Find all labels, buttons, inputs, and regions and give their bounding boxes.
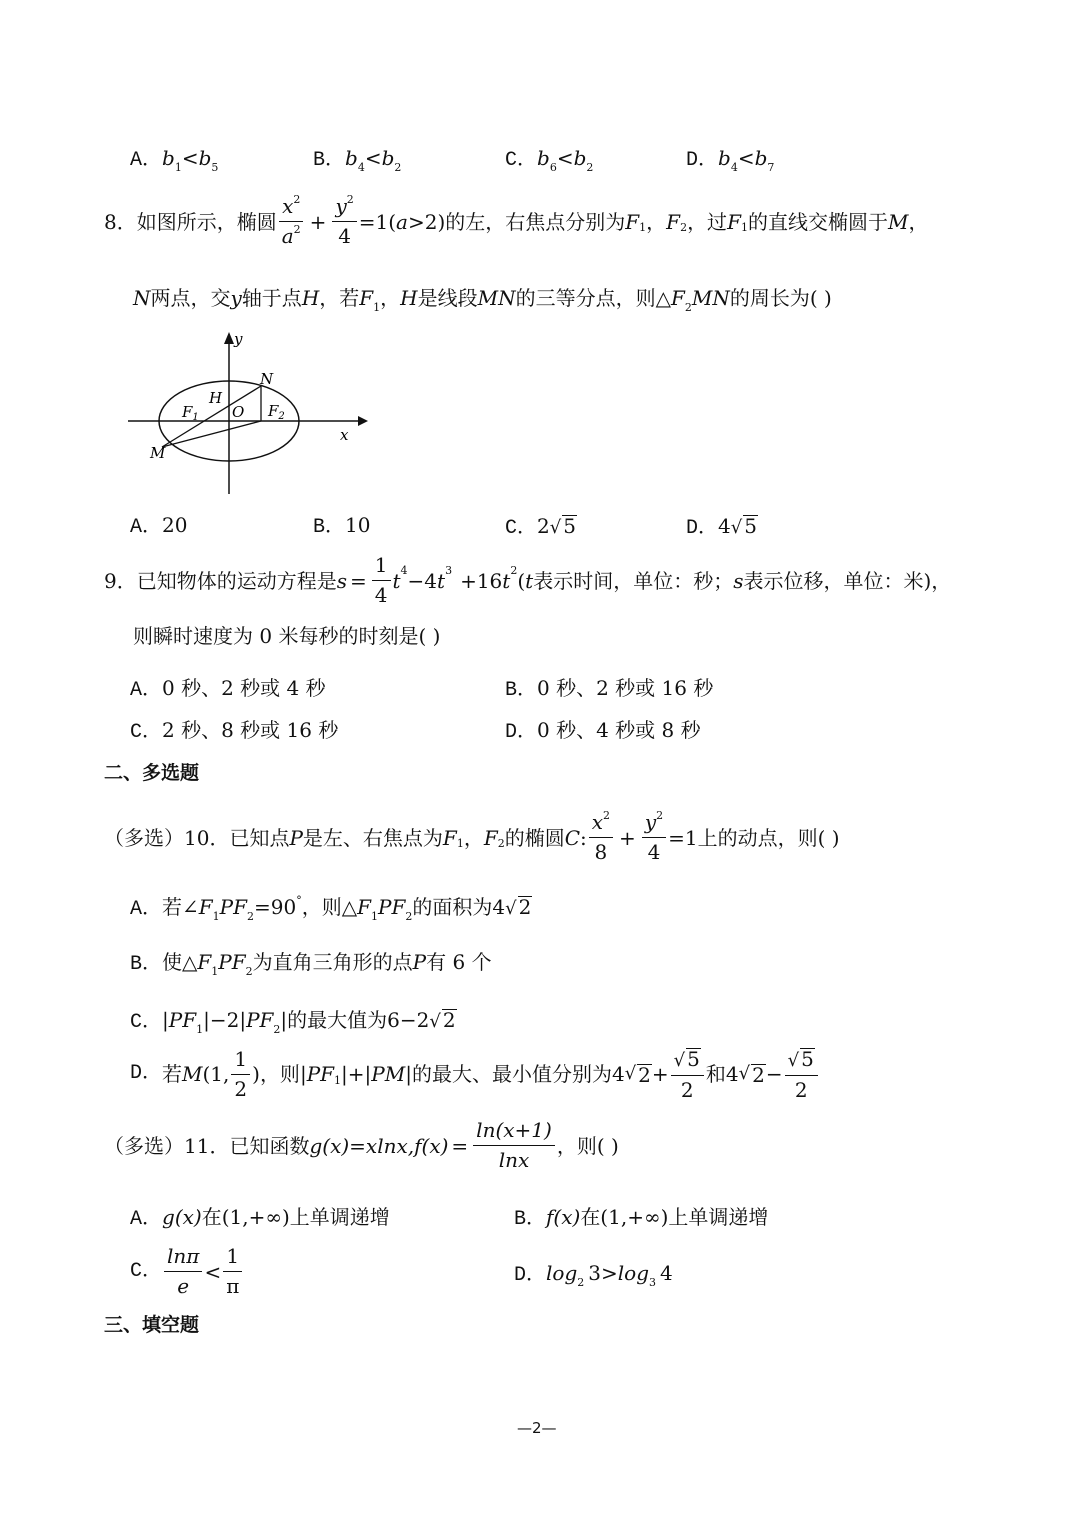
ellipse-diagram <box>118 326 368 498</box>
q8-option-a: A．20 <box>130 513 188 539</box>
section-heading-multiple-choice: 二、多选题 <box>104 762 200 784</box>
q10-option-c: C．$|PF_1|-2|PF_2|$的最大值为6−2√ 2 <box>130 1008 456 1036</box>
q8-option-c: C．2√ 5 <box>505 514 576 540</box>
q7-option-a: A．$b_1<b_5$ <box>130 146 219 174</box>
x-axis-arrow <box>358 416 368 426</box>
section-heading-fill-in-blank: 三、填空题 <box>104 1314 200 1336</box>
q11-option-d: D．$\log_2 3>\log_3$ 4 <box>514 1261 673 1289</box>
q9-stem-line2: 则瞬时速度为 0 米每秒的时刻是( ) <box>133 624 441 648</box>
q10-stem: （多选）10．已知点 P 是左、右焦点为 F 1 ， F 2 的椭圆 C : $\frac{x^2}{8}$ + $\frac{y^2}{4}$ =1 上的动点，则( ) <box>104 809 840 864</box>
q9-stem-line1: 9． 已知物体的运动方程是 s = $\frac{1}{4}$ t 4 −4 t 3 +16 t 2 ( t 表示时间，单位：秒； s 表示位移，单位：米)， <box>104 553 952 607</box>
q10-option-d: D． 若 M (1, $\frac{1}{2}$ ) ，则 | PF 1 |+| PM | 的最大、最小值分别为 4 √ 2 + $\frac{√ 5}{2}$ 和 4 √ 2 − $\frac{√ 5}{2}$ <box>130 1048 820 1101</box>
q10-option-a: A．若$\angle F_1PF_2=90^\circ$，则$\triangle F_1PF_2$的面积为4√ 2 <box>130 894 532 923</box>
q7-option-d: D．$b_4<b_7$ <box>686 146 775 174</box>
y-axis-arrow <box>224 332 234 344</box>
q9-option-a: A．0 秒、2 秒或 4 秒 <box>130 676 326 702</box>
q11-option-a: A．g(x)在(1,+∞)上单调递增 <box>130 1205 390 1231</box>
label-o: O <box>232 403 245 421</box>
q8-stem-line2: N两点，交y轴于点H，若$F_1$，H是线段MN的三等分点，则$\triangle F_2MN$的周长为( ) <box>133 286 832 314</box>
q8-option-b: B．10 <box>313 513 371 539</box>
q7-option-c: C．$b_6<b_2$ <box>505 146 594 174</box>
label-f2: $F_2$ <box>268 402 285 422</box>
page-number: —2— <box>517 1419 557 1437</box>
q11-option-b: B．f(x)在(1,+∞)上单调递增 <box>514 1205 769 1231</box>
q11-option-c: C． $\frac{\ln\pi}{e}$ < $\frac{1}{\pi}$ <box>130 1246 244 1297</box>
q9-option-d: D．0 秒、4 秒或 8 秒 <box>505 718 701 744</box>
label-x: x <box>340 426 349 444</box>
label-n: N <box>260 370 274 388</box>
label-m: M <box>150 444 166 462</box>
label-h: H <box>209 389 223 407</box>
q7-option-b: B．$b_4<b_2$ <box>313 146 402 174</box>
label-f1: $F_1$ <box>182 403 199 423</box>
q8-stem-line1: 8． 如图所示，椭圆 $\frac{x^2}{a^2}$ + $\frac{y^2}{4}$ =1( a >2) 的左，右焦点分别为 F 1 ， F 2 ，过 F 1 的直线交椭圆于 M ， <box>104 193 929 248</box>
q11-stem: （多选）11．已知函数 g (x) =xlnx, f (x) = $\frac{\ln(x+1)}{\ln x}$ ，则( ) <box>104 1118 619 1172</box>
q10-option-b: B．使$\triangle F_1PF_2$为直角三角形的点P有 6 个 <box>130 950 492 978</box>
line-mf2 <box>162 421 261 447</box>
q9-option-b: B．0 秒、2 秒或 16 秒 <box>505 676 714 702</box>
q9-option-c: C．2 秒、8 秒或 16 秒 <box>130 718 339 744</box>
label-y: y <box>234 330 243 348</box>
q8-option-d: D．4√ 5 <box>686 514 757 540</box>
